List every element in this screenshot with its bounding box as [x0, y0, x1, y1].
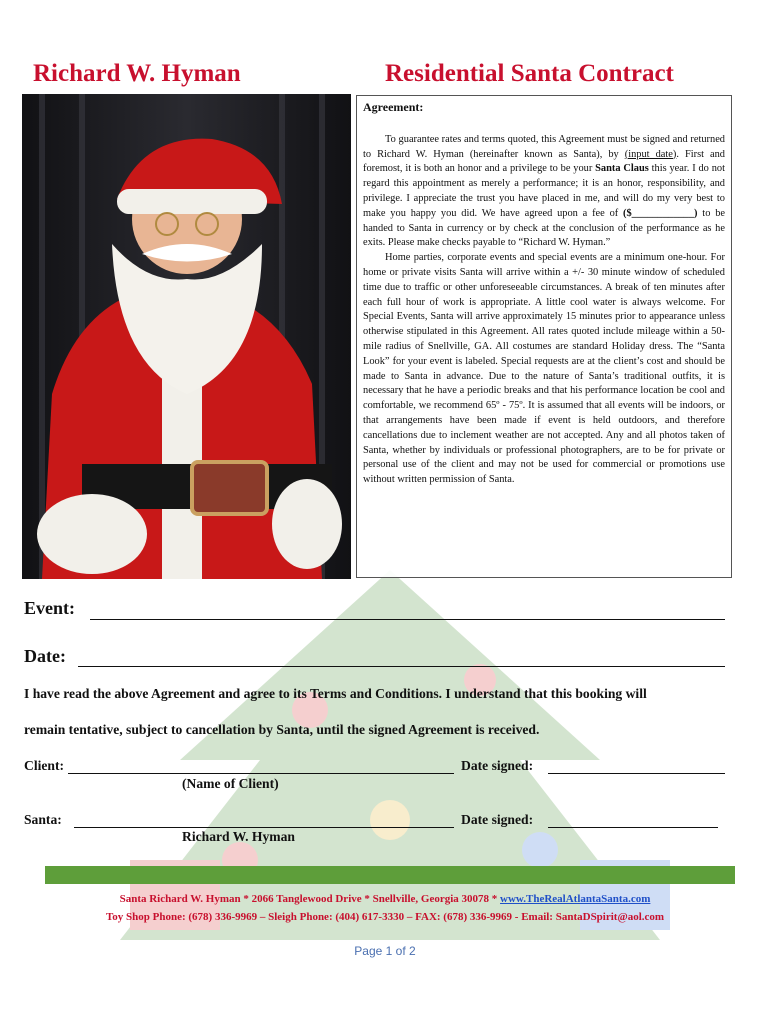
santa-claus-bold: Santa Claus: [595, 163, 649, 175]
santa-photo: [22, 94, 351, 579]
santa-label: Santa:: [24, 812, 62, 827]
agreement-paragraph-2: Home parties, corporate events and special events are a minimum one-hour. For home or private visits Santa will arrive within a +/- 30 minute window of scheduled time due to traffic or other unforeseeable circumstances. A break of ten minutes after each full hour of work is appropriate. A little cool water is always welcome. For Special Events, Santa will arrive approximately 15 minutes prior to appearance unless otherwise stipulated in this Agreement. All rates quoted include mileage within a 50-mile radius of Snellville, GA. All costumes are standard Holiday dress. The “Santa Look” for your event is labeled. Special requests are at the client’s cost and should be made to Santa in advance. Due to the nature of Santa’s traditional outfits, it is necessary that he have a periodic breaks and that his performance location be cool and comfortable, we recommend 65º - 75º. It is assumed that all events will be indoors, or that arrangements have been made if event is held outdoors, and therefore cancellations due to inclement weather are not accepted. Any and all photos taken of Santa, whether by individuals or professional photographers, are to be for private or personal use of the client and may not be used for commercial or promotions use without written permission of Santa.: [363, 252, 725, 486]
footer-address: [0, 893, 770, 905]
agreement-heading: Agreement:: [363, 100, 424, 114]
fee-field[interactable]: ($____________): [623, 207, 698, 219]
event-label: Event:: [24, 598, 75, 618]
agreement-p1-part-b: . First and foremost, it is both an honor and a privilege to be your: [363, 148, 725, 175]
client-date-signed-label: Date signed:: [461, 758, 534, 773]
santa-signature-line[interactable]: [74, 827, 454, 828]
page-title: Residential Santa Contract: [385, 60, 674, 87]
agreement-statement-line-1: I have read the above Agreement and agree to its Terms and Conditions. I understand that this booking will: [24, 686, 647, 701]
header-name: Richard W. Hyman: [33, 60, 241, 87]
date-label: Date:: [24, 646, 66, 666]
footer-address-text: Santa Richard W. Hyman * 2066 Tanglewood Drive * Snellville, Georgia 30078 *: [119, 893, 501, 905]
santa-date-signed-label: Date signed:: [461, 812, 534, 827]
input-date-field[interactable]: (input date): [624, 148, 677, 160]
santa-name-caption: Richard W. Hyman: [182, 829, 295, 844]
website-link[interactable]: www.TheRealAtlantaSanta.com: [500, 893, 651, 905]
agreement-statement-line-2: remain tentative, subject to cancellation by Santa, until the signed Agreement is received.: [24, 722, 540, 737]
agreement-paragraph-1: [363, 133, 725, 251]
client-signature-line[interactable]: [68, 773, 454, 774]
client-label: Client:: [24, 758, 65, 773]
footer-contact: Toy Shop Phone: (678) 336-9969 – Sleigh Phone: (404) 617-3330 – FAX: (678) 336-9969 - Email: SantaDSpirit@aol.com: [105, 911, 665, 923]
agreement-p1-part-a: To guarantee rates and terms quoted, this Agreement must be signed and returned to Richard W. Hyman (hereinafter known as Santa), by: [363, 133, 725, 160]
client-date-signed-line[interactable]: [548, 773, 725, 774]
footer-green-bar: [45, 866, 735, 884]
agreement-box: [356, 95, 732, 578]
santa-date-signed-line[interactable]: [548, 827, 718, 828]
agreement-p1-part-c: this year. I do not regard this appointment as merely a performance; it is an honor, responsibility, and privilege. I appreciate the trust you have placed in me, and will do my very best to make you happy you did. We have agreed upon a fee of: [363, 163, 725, 219]
client-name-caption: (Name of Client): [182, 776, 279, 791]
date-input-line[interactable]: [78, 666, 725, 667]
event-input-line[interactable]: [90, 619, 725, 620]
agreement-p1-part-d: to be handed to Santa in currency or by check at the conclusion of the performance as he exits. Please make checks payable to “Richard W. Hyman.”: [363, 207, 725, 249]
page-number: Page 1 of 2: [354, 944, 416, 958]
